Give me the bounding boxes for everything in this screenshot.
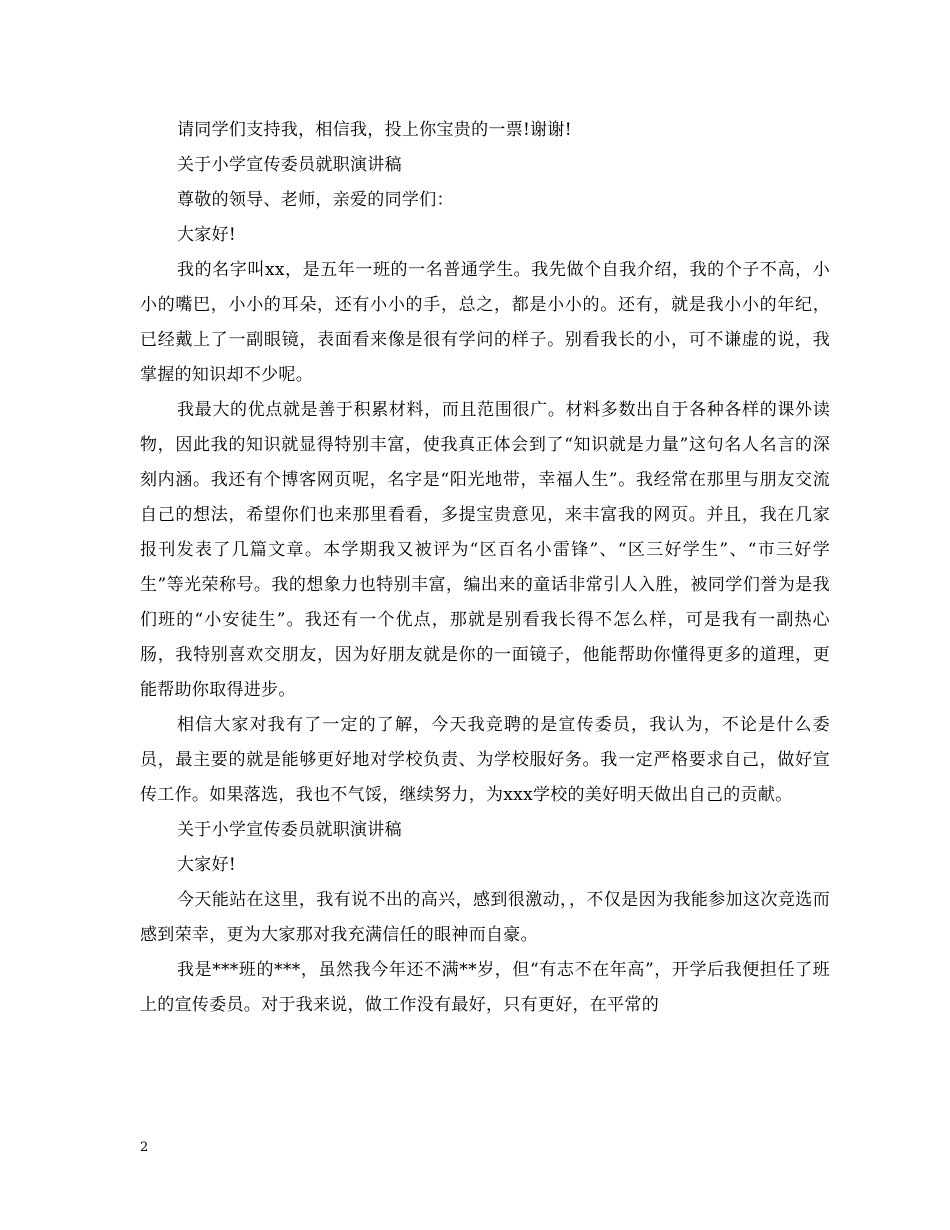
greeting: 大家好! bbox=[177, 855, 237, 875]
paragraph: 我的名字叫xx，是五年一班的一名普通学生。我先做个自我介绍，我的个子不高，小小的嘴巴，小小的耳朵，还有小小的手，总之，都是小小的。还有，就是我小小的年纪，已经戴上了一副眼镜，表面看来像是很有学问的样子。别看我长的小，可不谦虚的说，我掌握的知识却不少呢。 bbox=[140, 260, 830, 385]
greeting: 大家好! bbox=[177, 225, 237, 245]
paragraph: 相信大家对我有了一定的了解，今天我竞聘的是宣传委员，我认为，不论是什么委员，最主要的就是能够更好地对学校负责、为学校服好务。我一定严格要求自己，做好宣传工作。如果落选，我也不气馁，继续努力，为xxx学校的美好明天做出自己的贡献。 bbox=[140, 715, 830, 805]
document-body bbox=[140, 113, 830, 1023]
paragraph: 我是***班的***，虽然我今年还不满**岁，但“有志不在年高”，开学后我便担任了班上的宣传委员。对于我来说，做工作没有最好，只有更好，在平常的 bbox=[140, 960, 830, 1015]
salutation: 尊敬的领导、老师，亲爱的同学们： bbox=[177, 190, 454, 210]
section-title: 关于小学宣传委员就职演讲稿 bbox=[177, 820, 402, 840]
paragraph: 请同学们支持我，相信我，投上你宝贵的一票!谢谢! bbox=[177, 120, 572, 140]
section-title: 关于小学宣传委员就职演讲稿 bbox=[177, 155, 402, 175]
paragraph: 我最大的优点就是善于积累材料，而且范围很广。材料多数出自于各种各样的课外读物，因此我的知识就显得特别丰富，使我真正体会到了“知识就是力量”这句名人名言的深刻内涵。我还有个博客网页呢，名字是“阳光地带，幸福人生”。我经常在那里与朋友交流自己的想法，希望你们也来那里看看，多提宝贵意见，来丰富我的网页。并且，我在几家报刊发表了几篇文章。本学期我又被评为“区百名小雷锋”、“区三好学生”、“市三好学生”等光荣称号。我的想象力也特别丰富，编出来的童话非常引人入胜，被同学们誉为是我们班的“小安徒生”。我还有一个优点，那就是别看我长得不怎么样，可是我有一副热心肠，我特别喜欢交朋友，因为好朋友就是你的一面镜子，他能帮助你懂得更多的道理，更能帮助你取得进步。 bbox=[140, 400, 830, 700]
page-number: 2 bbox=[140, 1140, 149, 1155]
paragraph: 今天能站在这里，我有说不出的高兴，感到很激动，，不仅是因为我能参加这次竞选而感到荣幸，更为大家那对我充满信任的眼神而自豪。 bbox=[140, 890, 830, 945]
